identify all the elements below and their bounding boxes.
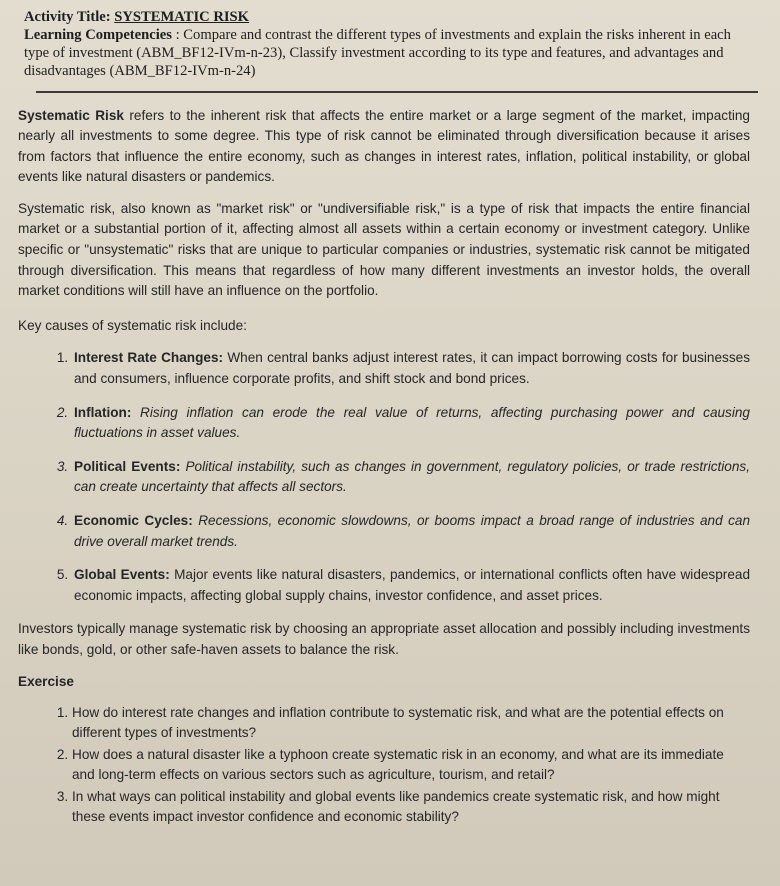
cause-text: Recessions, economic slowdowns, or booms impact a broad range of industries and can drive overall market trends. [74,513,751,549]
cause-text: Rising inflation can erode the real value of returns, affecting purchasing power and causing fluctuations in asset values. [74,404,750,441]
exercise-question: 1. How do interest rate changes and inflation contribute to systematic risk, and what are the potential effects on different types of investments? [72,703,750,743]
exercise-question: 2. How does a natural disaster like a typhoon create systematic risk in an economy, and what are its immediate and long-term effects on various sectors such as agriculture, tourism, and retail? [72,745,750,785]
cause-item [72,511,750,552]
exercise-question: 3. In what ways can political instability and global events like pandemics create systematic risk, and how might these events impact investor confidence and economic stability? [72,787,750,827]
cause-term: Interest Rate Changes: [74,350,224,366]
worksheet-header [24,8,750,80]
worksheet-body [18,106,750,828]
market-risk-paragraph: Systematic risk, also known as "market risk" or "undiversifiable risk," is a type of risk that impacts the entire financial market or a substantial portion of it, affecting almost all assets within a certain economy or investment category. Unlike specific or "unsystematic" risks that are unique to particular companies or industries, systematic risk cannot be mitigated through diversification. This means that regardless of how many different investments an investor holds, the overall market conditions will still have an influence on the portfolio. [18,200,750,299]
cause-text: When central banks adjust interest rates, it can impact borrowing costs for businesses and consumers, influence corporate profits, and shift stock and bond prices. [74,350,750,387]
activity-title: SYSTEMATIC RISK [114,9,250,25]
cause-item [72,457,750,498]
cause-text: Political instability, such as changes in government, regulatory policies, or trade restrictions, can create uncertainty that affects all sectors. [74,458,750,495]
learning-competencies [24,26,750,80]
key-causes-list [18,348,750,606]
cause-term: Global Events: [74,567,170,583]
cause-term: Political Events: [74,458,181,474]
cause-term: Inflation: [74,404,132,420]
exercise-questions [18,703,750,827]
closing-paragraph: Investors typically manage systematic risk by choosing an appropriate asset allocation and possibly including investments like bonds, gold, or other safe-haven assets to balance the risk. [18,621,750,657]
exercise-heading: Exercise [18,673,74,689]
learning-competencies-label: Learning Competencies [24,27,172,43]
header-divider [36,91,758,93]
cause-item [72,348,750,389]
learning-competencies-text: : Compare and contrast the different types of investments and explain the risks inherent in each type of investment (ABM_BF12-IVm-n-23), Classify investment according to its type and features, and advantages and disadvantages (ABM_BF12-IVm-n-24) [24,27,731,79]
activity-title-line [24,8,750,26]
cause-term: Economic Cycles: [74,513,193,528]
cause-item [72,403,750,444]
cause-item [72,565,750,606]
activity-title-label: Activity Title: [24,9,111,25]
cause-text: Major events like natural disasters, pandemics, or international conflicts often have widespread economic impacts, affecting global supply chains, investor confidence, and asset prices. [74,567,750,603]
key-causes-heading: Key causes of systematic risk include: [18,317,247,333]
intro-paragraph [18,106,750,188]
intro-term: Systematic Risk [18,107,124,123]
intro-definition: refers to the inherent risk that affects the entire market or a large segment of the market, impacting nearly all investments to some degree. This type of risk cannot be eliminated through diversification because it arises from factors that influence the entire economy, such as changes in interest rates, inflation, political instability, or global events like natural disasters or pandemics. [18,107,750,185]
